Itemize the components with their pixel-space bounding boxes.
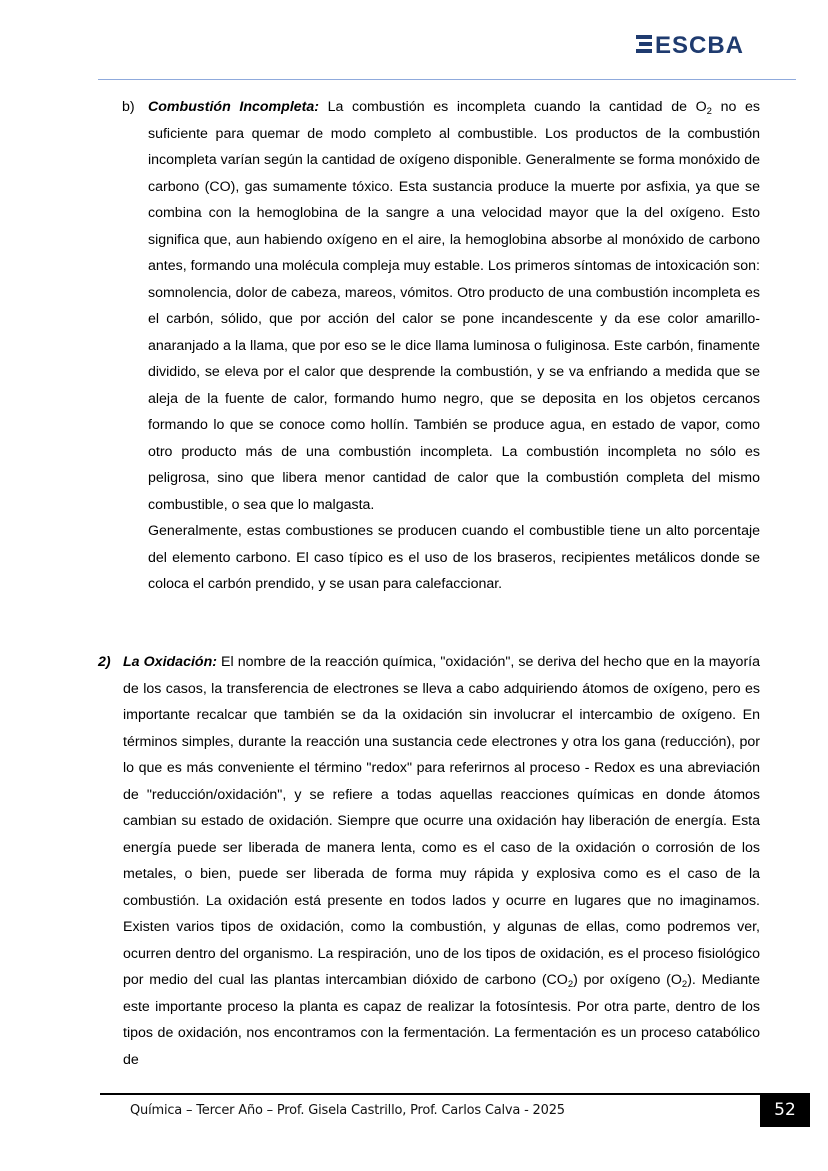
- subscript: 2: [681, 979, 688, 990]
- subscript: 2: [567, 979, 574, 990]
- text-run: no es suficiente para quemar de modo completo al combustible. Los productos de la combustión incompleta varían según la cantidad de oxígeno disponible. Generalmente se forma monóxido de carbono (CO), gas sumamente tóxico. Esta sustancia produce la muerte por asfixia, ya que se combina con la hemoglobina de la sangre a una velocidad mayor que la del oxígeno. Esto significa que, aun habiendo oxígeno en el aire, la hemoglobina absorbe al monóxido de carbono antes, formando una molécula compleja muy estable. Los primeros síntomas de intoxicación son: somnolencia, dolor de cabeza, mareos, vómitos. Otro producto de una combustión incompleta es el carbón, sólido, que por acción del calor se pone incandescente y da ese color amarillo-anaranjado a la llama, que por eso se le dice llama luminosa o fuliginosa. Este carbón, finamente dividido, se eleva por el calor que desprende la combustión, y se va enfriando a medida que se aleja de la fuente de calor, formando humo negro, que se deposita en los objetos cercanos formando lo que se conoce como hollín. También se produce agua, en estado de vapor, como otro producto más de una combustión incompleta. La combustión incompleta no sólo es peligrosa, sino que libera menor cantidad de calor que la combustión completa del mismo combustible, o sea que lo malgasta.: [148, 99, 760, 513]
- text-run: ). Mediante este importante proceso la planta es capaz de realizar la fotosíntesis. Por otra parte, dentro de los tipos de oxidación, nos encontramos con la fermentación. La fermentación es un proceso catabólico de: [123, 972, 760, 1068]
- footer-divider: [100, 1093, 760, 1095]
- list-marker: 2): [98, 654, 111, 670]
- section-lead: La Oxidación:: [123, 654, 217, 670]
- text-run: El nombre de la reacción química, "oxidación", se deriva del hecho que en la mayoría de los casos, la transferencia de electrones se lleva a cabo adquiriendo átomos de oxígeno, pero es importante recalcar que también se da la oxidación sin involucrar el intercambio de oxígeno. En términos simples, durante la reacción una sustancia cede electrones y otra los gana (reducción), por lo que es más conveniente el término "redox" para referirnos al proceso - Redox es una abreviación de "reducción/oxidación", y se refiere a todas aquellas reacciones químicas en donde átomos cambian su estado de oxidación. Siempre que ocurre una oxidación hay liberación de energía. Esta energía puede ser liberada de manera lenta, como es el caso de la oxidación o corrosión de los metales, o bien, puede ser liberada de forma muy rápida y explosiva como es el caso de la combustión. La oxidación está presente en todos lados y ocurre en lugares que no imaginamos. Existen varios tipos de oxidación, como la combustión, y algunas de ellas, como podremos ver, ocurren dentro del organismo. La respiración, uno de los tipos de oxidación, es el proceso fisiológico por medio del cual las plantas intercambian dióxido de carbono (CO: [123, 654, 760, 988]
- footer-text: Química – Tercer Año – Prof. Gisela Castrillo, Prof. Carlos Calva - 2025: [130, 1103, 565, 1118]
- list-marker: b): [122, 99, 135, 115]
- paragraph: [123, 649, 760, 1073]
- text-run: La combustión es incompleta cuando la cantidad de O: [319, 99, 707, 115]
- page-number: 52: [760, 1093, 810, 1127]
- section-combustion-incompleta: [122, 94, 760, 598]
- logo-mark-icon: [636, 35, 652, 53]
- section-lead: Combustión Incompleta:: [148, 99, 319, 115]
- text-run: ) por oxígeno (O: [573, 972, 682, 988]
- logo-text: ESCBA: [655, 32, 745, 56]
- paragraph: Generalmente, estas combustiones se producen cuando el combustible tiene un alto porcentaje del elemento carbono. El caso típico es el uso de los braseros, recipientes metálicos donde se coloca el carbón prendido, y se usan para calefaccionar.: [148, 523, 760, 592]
- header-divider: [98, 79, 796, 80]
- section-oxidacion: [98, 649, 760, 1073]
- subscript: 2: [706, 106, 712, 117]
- escba-logo: [636, 32, 788, 56]
- paragraph: [148, 94, 760, 518]
